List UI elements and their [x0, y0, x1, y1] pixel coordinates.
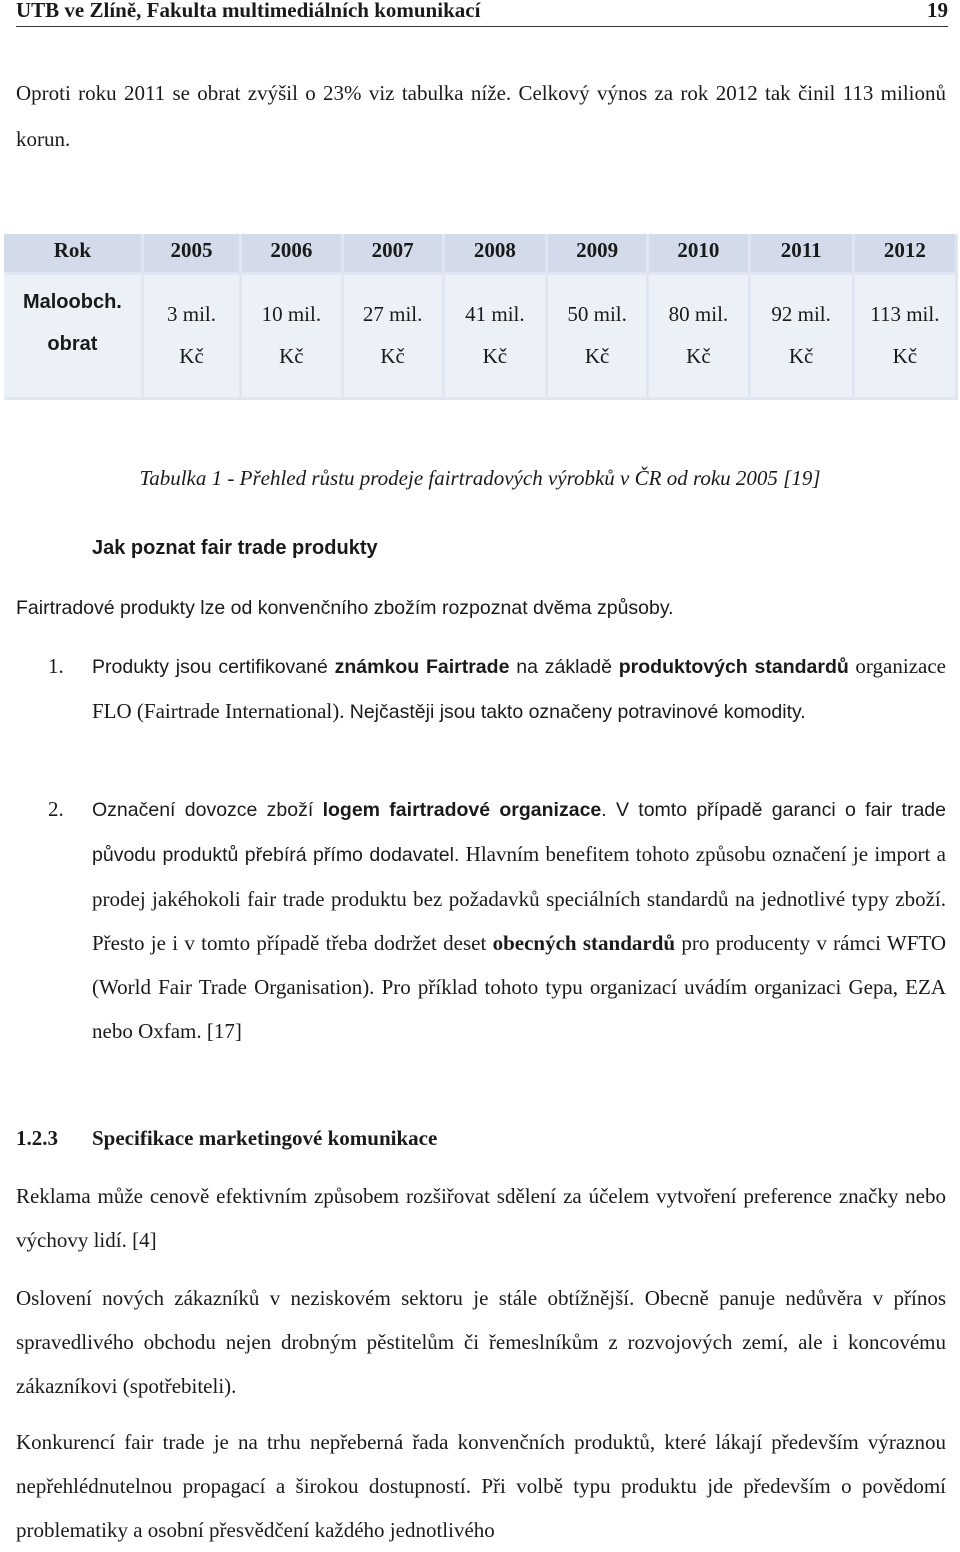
body-paragraph: Konkurencí fair trade je na trhu nepřeberná řada konvenčních produktů, které lákají především výraznou nepřehlédnutelnou propagací a širokou dostupností. Při volbě typu produktu jde především o povědomí problematiky a osobní přesvědčení každého jednotlivého [16, 1430, 946, 1542]
row-label-line: obrat [47, 333, 98, 355]
year-cell: 2010 [649, 234, 750, 275]
header-title: UTB ve Zlíně, Fakulta multimediálních komunikací [16, 0, 481, 22]
value-currency: Kč [380, 344, 405, 368]
list-text: organizace FLO (Fairtrade International). [92, 654, 946, 723]
list-text-bold: známkou Fairtrade [334, 656, 510, 678]
row-label [4, 275, 144, 400]
section-heading [16, 1126, 437, 1151]
value-amount: 92 mil. [771, 302, 831, 326]
list-text: pro producenty v rámci WFTO (World Fair Trade Organisation). Pro příklad tohoto typu organizací uvádím organizaci Gepa, EZA nebo Oxfam. [17] [92, 931, 946, 1043]
subheading: Jak poznat fair trade produkty [92, 537, 378, 559]
list-text: Nejčastěji jsou takto označeny potravinové komodity. [349, 701, 806, 723]
sales-table [4, 234, 958, 400]
year-cell: 2009 [548, 234, 649, 275]
value-currency: Kč [179, 344, 204, 368]
list-body [92, 787, 946, 1053]
row-label-line: Maloobch. [22, 291, 122, 313]
lead-paragraph: Fairtradové produkty lze od konvenčního zbožím rozpoznat dvěma způsoby. [16, 597, 674, 619]
body-paragraph: Oslovení nových zákazníků v neziskovém sektoru je stále obtížnější. Obecně panuje nedůvěra v přínos spravedlivého obchodu nejen drobným pěstitelům či řemeslníkům z rozvojových zemí, ale i koncovému zákazníkovi (spotřebiteli). [16, 1286, 946, 1398]
year-cell: 2008 [445, 234, 548, 275]
section-number: 1.2.3 [16, 1126, 58, 1150]
value-amount: 27 mil. [362, 302, 423, 326]
table-header-label: Rok [4, 234, 144, 275]
value-currency: Kč [686, 344, 711, 368]
value-amount: 50 mil. [567, 302, 627, 326]
table-caption: Tabulka 1 - Přehled růstu prodeje fairtradových výrobků v ČR od roku 2005 [19] [139, 466, 821, 490]
value-currency: Kč [584, 344, 610, 368]
value-amount: 113 mil. [870, 302, 940, 326]
list-number: 1. [48, 654, 64, 678]
value-amount: 10 mil. [261, 302, 322, 326]
value-amount: 3 mil. [167, 302, 217, 326]
list-text-bold: obecných standardů [492, 931, 676, 955]
list-text: Označení dovozce zboží [92, 799, 323, 821]
intro-paragraph: Oproti roku 2011 se obrat zvýšil o 23% viz tabulka níže. Celkový výnos za rok 2012 tak činil 113 milionů korun. [16, 81, 946, 151]
year-cell: 2012 [855, 234, 958, 275]
value-currency: Kč [482, 344, 508, 368]
body-paragraph: Reklama může cenově efektivním způsobem rozšiřovat sdělení za účelem vytvoření preference značky nebo výchovy lidí. [4] [16, 1184, 946, 1252]
year-cell: 2011 [751, 234, 855, 275]
list-text: na základě [509, 656, 619, 678]
value-cell [855, 275, 958, 400]
value-cell [445, 275, 548, 400]
value-cell [649, 275, 750, 400]
list-text-bold: produktových standardů [618, 656, 849, 678]
section-title: Specifikace marketingové komunikace [92, 1126, 438, 1150]
list-item [16, 644, 946, 734]
year-cell: 2005 [144, 234, 242, 275]
value-currency: Kč [892, 344, 918, 368]
list-text: Produkty jsou certifikované [92, 656, 335, 678]
table-header-row [4, 234, 958, 275]
list-text-bold: logem fairtradové organizace [322, 799, 602, 821]
value-cell [548, 275, 649, 400]
value-cell [344, 275, 445, 400]
list-item [16, 787, 946, 1053]
value-currency: Kč [279, 344, 304, 368]
list-text: . V tomto případě garanci o fair trade původu produktů přebírá přímo dodavatel. [92, 799, 946, 866]
list-body [92, 644, 946, 734]
value-cell [242, 275, 343, 400]
year-cell: 2007 [344, 234, 445, 275]
page-header [16, 0, 948, 27]
year-cell: 2006 [242, 234, 343, 275]
list-number: 2. [48, 797, 64, 821]
value-amount: 41 mil. [465, 302, 525, 326]
page-number: 19 [927, 0, 948, 22]
value-amount: 80 mil. [668, 302, 729, 326]
value-cell [751, 275, 855, 400]
list-text: Hlavním benefitem tohoto způsobu označení je import a prodej jakéhokoli fair trade produktu bez požadavků speciálních standardů na jednotlivé typy zboží. Přesto je i v tomto případě třeba dodržet deset [92, 842, 947, 955]
value-cell [144, 275, 242, 400]
table-data-row [4, 275, 958, 400]
value-currency: Kč [788, 344, 814, 368]
